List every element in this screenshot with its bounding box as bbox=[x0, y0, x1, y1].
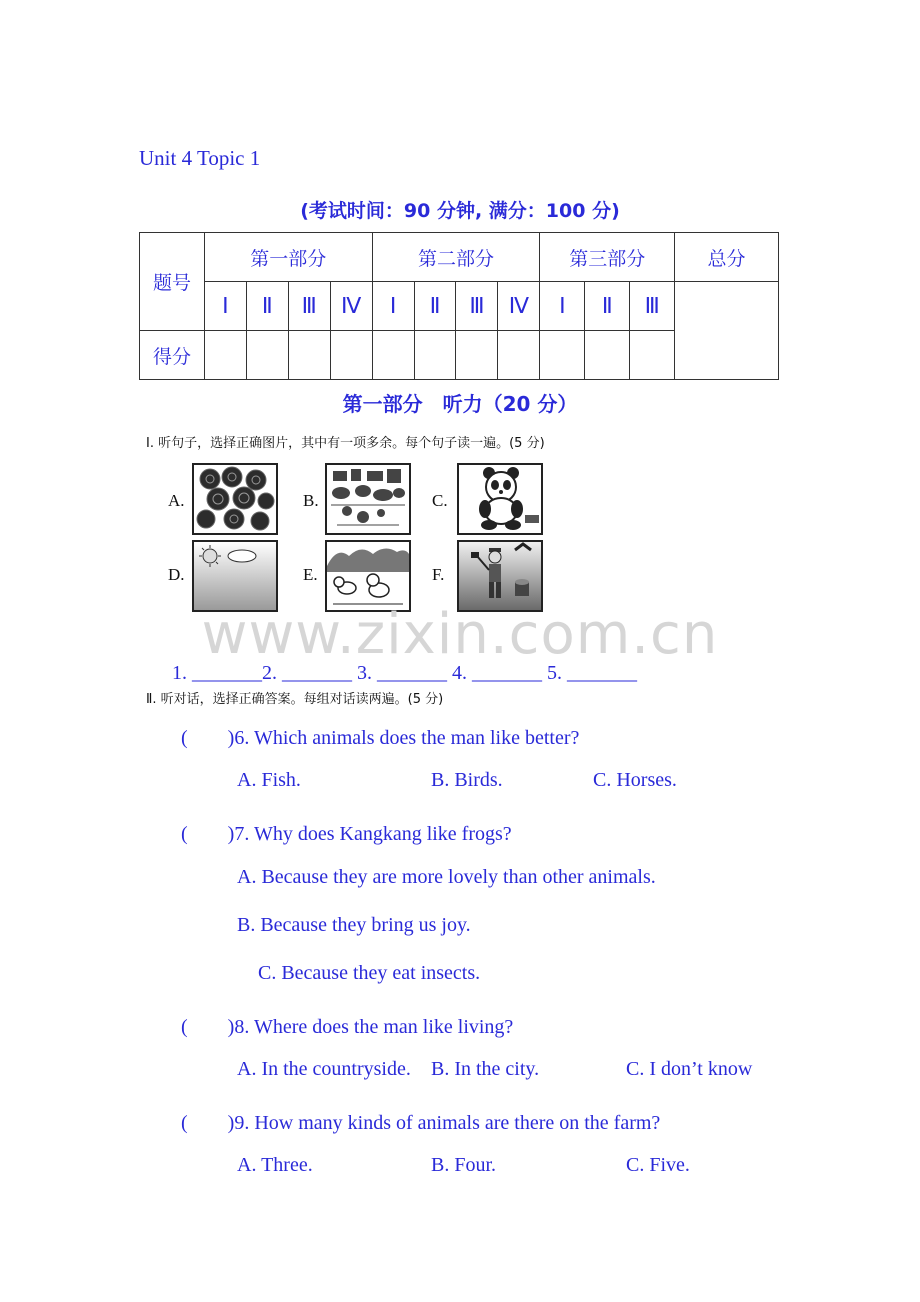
option-9a[interactable]: A. Three. bbox=[237, 1154, 313, 1176]
col-p2-2: Ⅱ bbox=[414, 282, 456, 331]
picture-label-b: B. bbox=[303, 491, 319, 510]
col-p1-2: Ⅱ bbox=[246, 282, 288, 331]
option-7b[interactable]: B. Because they bring us joy. bbox=[237, 914, 471, 936]
section-heading-listening: 第一部分 听力（20 分） bbox=[342, 392, 578, 416]
roses-icon bbox=[192, 463, 278, 535]
score-cell[interactable] bbox=[288, 331, 330, 380]
part1-instruction: Ⅰ. 听句子，选择正确图片，其中有一项多余。每个句子读一遍。(5 分) bbox=[146, 436, 545, 451]
panda-icon bbox=[457, 463, 543, 535]
score-cell[interactable] bbox=[585, 331, 630, 380]
option-6a[interactable]: A. Fish. bbox=[237, 769, 301, 791]
score-cell[interactable] bbox=[414, 331, 456, 380]
question-7: ( )7. Why does Kangkang like frogs? bbox=[181, 823, 512, 845]
option-8c[interactable]: C. I don’t know bbox=[626, 1058, 753, 1080]
part3-header: 第三部分 bbox=[540, 233, 675, 282]
score-cell[interactable] bbox=[246, 331, 288, 380]
col-p3-1: Ⅰ bbox=[540, 282, 585, 331]
row-label-score: 得分 bbox=[140, 331, 205, 380]
document-title: Unit 4 Topic 1 bbox=[139, 146, 261, 170]
score-cell[interactable] bbox=[540, 331, 585, 380]
question-6: ( )6. Which animals does the man like better? bbox=[181, 727, 580, 749]
part2-instruction: Ⅱ. 听对话，选择正确答案。每组对话读两遍。(5 分) bbox=[146, 692, 444, 707]
col-p2-3: Ⅲ bbox=[456, 282, 498, 331]
option-8a[interactable]: A. In the countryside. bbox=[237, 1058, 411, 1080]
question-8: ( )8. Where does the man like living? bbox=[181, 1016, 514, 1038]
picture-label-e: E. bbox=[303, 565, 318, 584]
score-cell[interactable] bbox=[456, 331, 498, 380]
answer-line[interactable]: 1. _______2. _______ 3. _______ 4. _______ 5. _______ bbox=[172, 662, 637, 684]
option-9c[interactable]: C. Five. bbox=[626, 1154, 690, 1176]
score-cell[interactable] bbox=[498, 331, 540, 380]
col-p1-1: Ⅰ bbox=[204, 282, 246, 331]
option-8b[interactable]: B. In the city. bbox=[431, 1058, 540, 1080]
col-p1-3: Ⅲ bbox=[288, 282, 330, 331]
score-cell[interactable] bbox=[630, 331, 675, 380]
col-p1-4: Ⅳ bbox=[330, 282, 372, 331]
col-p2-1: Ⅰ bbox=[372, 282, 414, 331]
score-cell[interactable] bbox=[330, 331, 372, 380]
row-label-number: 题号 bbox=[140, 233, 205, 331]
col-p3-3: Ⅲ bbox=[630, 282, 675, 331]
picture-label-c: C. bbox=[432, 491, 448, 510]
option-9b[interactable]: B. Four. bbox=[431, 1154, 497, 1176]
exam-info: (考试时间：90 分钟, 满分：100 分) bbox=[300, 200, 620, 222]
col-p3-2: Ⅱ bbox=[585, 282, 630, 331]
part2-header: 第二部分 bbox=[372, 233, 540, 282]
farm-animals-icon bbox=[325, 463, 411, 535]
option-6c[interactable]: C. Horses. bbox=[593, 769, 677, 791]
score-cell[interactable] bbox=[372, 331, 414, 380]
col-p2-4: Ⅳ bbox=[498, 282, 540, 331]
picture-label-d: D. bbox=[168, 565, 185, 584]
option-7c[interactable]: C. Because they eat insects. bbox=[258, 962, 481, 984]
picture-label-f: F. bbox=[432, 565, 445, 584]
total-header: 总分 bbox=[675, 233, 779, 282]
score-table bbox=[139, 232, 779, 380]
option-7a[interactable]: A. Because they are more lovely than other animals. bbox=[237, 866, 656, 888]
part1-header: 第一部分 bbox=[204, 233, 372, 282]
question-9: ( )9. How many kinds of animals are there on the farm? bbox=[181, 1112, 661, 1134]
total-score-cell[interactable] bbox=[675, 282, 779, 380]
watermark: www.zixin.com.cn bbox=[201, 602, 719, 667]
score-cell[interactable] bbox=[204, 331, 246, 380]
picture-label-a: A. bbox=[168, 491, 185, 510]
option-6b[interactable]: B. Birds. bbox=[431, 769, 503, 791]
